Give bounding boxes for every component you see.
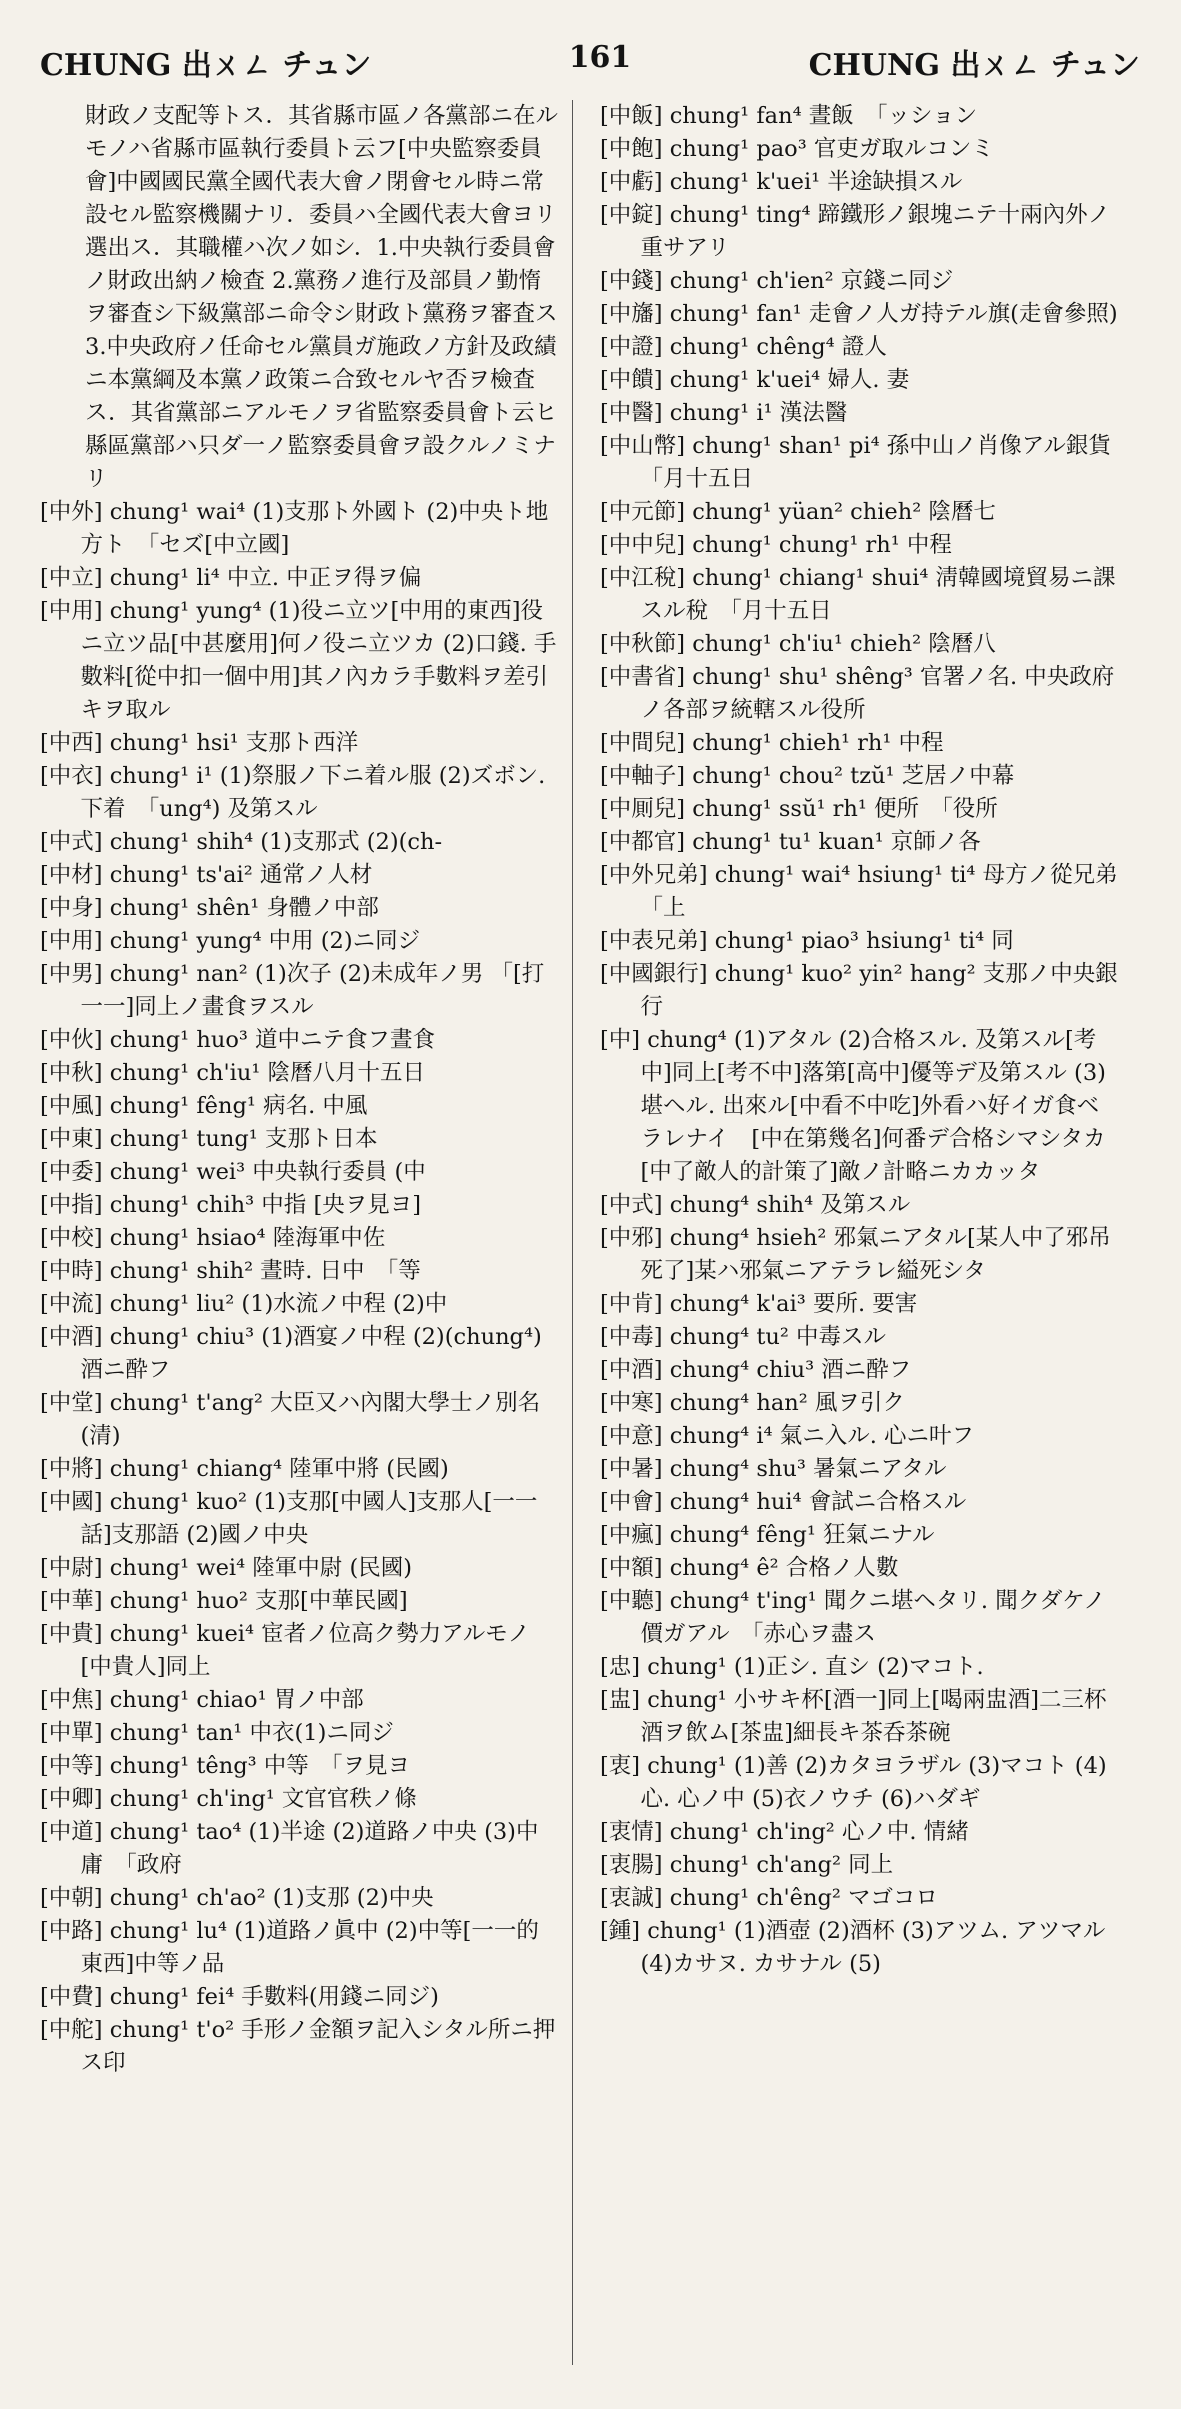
dictionary-entry: [中錠] chung¹ ting⁴ 蹄鐵形ノ銀塊ニテ十兩內外ノ重サアリ xyxy=(600,202,1111,261)
dictionary-entry: [中國銀行] chung¹ kuo² yin² hang² 支那ノ中央銀行 xyxy=(600,961,1118,1020)
dictionary-entry: [中用] chung¹ yung⁴ 中用 (2)ニ同ジ xyxy=(40,928,421,954)
dictionary-entry: [衷情] chung¹ ch'ing² 心ノ中. 情緒 xyxy=(600,1819,969,1845)
dictionary-entry: [中外] chung¹ wai⁴ (1)支那ト外國ト (2)中央ト地方ト 「セズ[中立國] xyxy=(40,499,549,558)
dictionary-entry: [中飯] chung¹ fan⁴ 晝飯 「ッション xyxy=(600,103,978,129)
dictionary-entry: [中意] chung⁴ i⁴ 氣ニ入ル. 心ニ叶フ xyxy=(600,1423,975,1449)
dictionary-entry: [中聽] chung⁴ t'ing¹ 聞クニ堪ヘタリ. 聞クダケノ價ガアル 「赤心ヲ盡ス xyxy=(600,1588,1106,1647)
dictionary-entry: [中秋] chung¹ ch'iu¹ 陰曆八月十五日 xyxy=(40,1060,425,1086)
dictionary-entry: [中書省] chung¹ shu¹ shêng³ 官署ノ名. 中央政府ノ各部ヲ統轄スル役所 xyxy=(600,664,1115,723)
dictionary-entry: [中元節] chung¹ yüan² chieh² 陰曆七 xyxy=(600,499,996,525)
dictionary-entry: [中外兄弟] chung¹ wai⁴ hsiung¹ ti⁴ 母方ノ從兄弟 「上 xyxy=(600,862,1141,921)
dictionary-entry: [中山幣] chung¹ shan¹ pi⁴ 孫中山ノ肖像アル銀貨 「月十五日 xyxy=(600,433,1134,492)
dictionary-entry: [盅] chung¹ 小サキ杯[酒一]同上[喝兩盅酒]二三杯酒ヲ飲ム[茶盅]細長キ茶呑茶碗 xyxy=(600,1687,1107,1746)
dictionary-entry: [中校] chung¹ hsiao⁴ 陸海軍中佐 xyxy=(40,1225,386,1251)
dictionary-entry: [中額] chung⁴ ê² 合格ノ人數 xyxy=(600,1555,899,1581)
dictionary-entry: [中中兒] chung¹ chung¹ rh¹ 中程 xyxy=(600,532,952,558)
left-column xyxy=(40,100,560,2370)
dictionary-entry: [中將] chung¹ chiang⁴ 陸軍中將 (民國) xyxy=(40,1456,449,1482)
dictionary-entry: [中邪] chung⁴ hsieh² 邪氣ニアタル[某人中了邪吊死了]某ハ邪氣ニアテラレ縊死シタ xyxy=(600,1225,1111,1284)
dictionary-entry: [中道] chung¹ tao⁴ (1)半途 (2)道路ノ中央 (3)中庸 「政府 xyxy=(40,1819,539,1878)
dictionary-entry: [中寒] chung⁴ han² 風ヲ引ク xyxy=(600,1390,905,1416)
dictionary-entry: [中西] chung¹ hsi¹ 支那ト西洋 xyxy=(40,730,359,756)
dictionary-entry: [中東] chung¹ tung¹ 支那ト日本 xyxy=(40,1126,378,1152)
page-number: 161 xyxy=(568,40,632,75)
dictionary-entry: [中委] chung¹ wei³ 中央執行委員 (中 xyxy=(40,1159,426,1185)
dictionary-entry: [中等] chung¹ têng³ 中等 「ヲ見ヨ xyxy=(40,1753,411,1779)
page-header xyxy=(40,40,1140,90)
dictionary-entry: [中會] chung⁴ hui⁴ 會試ニ合格スル xyxy=(600,1489,967,1515)
dictionary-entry: [中酒] chung¹ chiu³ (1)酒宴ノ中程 (2)(chung⁴) 酒ニ酔フ xyxy=(40,1324,542,1383)
dictionary-entry: [中國] chung¹ kuo² (1)支那[中國人]支那人[一一話]支那語 (2)國ノ中央 xyxy=(40,1489,538,1548)
dictionary-entry: [中] chung⁴ (1)アタル (2)合格スル. 及第スル[考中]同上[考不中]落第[高中]優等デ及第スル (3)堪ヘル. 出來ル[中看不中吃]外看ハ好イガ食ベラレナイ [中在第幾名]何番デ合格シマシタカ[中了敵人的計策了]敵ノ計略ニカカッタ xyxy=(600,1027,1106,1185)
dictionary-entry: [中軸子] chung¹ chou² tzŭ¹ 芝居ノ中幕 xyxy=(600,763,1015,789)
dictionary-entry: [中表兄弟] chung¹ piao³ hsiung¹ ti⁴ 同 xyxy=(600,928,1014,954)
dictionary-entry: [中路] chung¹ lu⁴ (1)道路ノ眞中 (2)中等[一一的東西]中等ノ品 xyxy=(40,1918,539,1977)
right-column xyxy=(600,100,1141,2370)
dictionary-entry: [中時] chung¹ shih² 晝時. 日中 「等 xyxy=(40,1258,421,1284)
dictionary-entry: [中貴] chung¹ kuei⁴ 宦者ノ位高ク勢力アルモノ[中貴人]同上 xyxy=(40,1621,531,1680)
dictionary-entry: [中都官] chung¹ tu¹ kuan¹ 京師ノ各 xyxy=(600,829,981,855)
header-right-title: CHUNG 出ㄨㄥ チュン xyxy=(808,48,1140,83)
dictionary-entry: [中男] chung¹ nan² (1)次子 (2)未成年ノ男 「[打一一]同上ノ畫食ヲスル xyxy=(40,961,545,1020)
dictionary-entry: [中式] chung⁴ shih⁴ 及第スル xyxy=(600,1192,911,1218)
continuation-paragraph: 財政ノ支配等トス．其省縣市區ノ各黨部ニ在ルモノハ省縣市區執行委員ト云フ[中央監察委員會]中國國民黨全國代表大會ノ閉會セル時ニ常設セル監察機關ナリ．委員ハ全國代表大會ヨリ選出ス．其職權ハ次ノ如シ．1.中央執行委員會ノ財政出納ノ檢査 2.黨務ノ進行及部員ノ勤惰ヲ審査シ下級黨部ニ命令シ財政ト黨務ヲ審査ス 3.中央政府ノ任命セル黨員ガ施政ノ方針及政績ニ本黨綱及本黨ノ政策ニ合致セルヤ否ヲ檢査ス．其省黨部ニアルモノヲ省監察委員會ト云ヒ縣區黨部ハ只ダ一ノ監察委員會ヲ設クルノミナリ xyxy=(85,103,558,492)
dictionary-entry: [中毒] chung⁴ tu² 中毒スル xyxy=(600,1324,887,1350)
dictionary-entry: [衷腸] chung¹ ch'ang² 同上 xyxy=(600,1852,894,1878)
dictionary-entry: [中瘋] chung⁴ fêng¹ 狂氣ニナル xyxy=(600,1522,935,1548)
dictionary-entry: [中指] chung¹ chih³ 中指 [央ヲ見ヨ] xyxy=(40,1192,422,1218)
dictionary-entry: [中伙] chung¹ huo³ 道中ニテ食フ晝食 xyxy=(40,1027,436,1053)
dictionary-entry: [中飽] chung¹ pao³ 官吏ガ取ルコンミ xyxy=(600,136,994,162)
dictionary-entry: [中單] chung¹ tan¹ 中衣(1)ニ同ジ xyxy=(40,1720,394,1746)
dictionary-entry: [中暑] chung⁴ shu³ 暑氣ニアタル xyxy=(600,1456,947,1482)
dictionary-entry: [中秋節] chung¹ ch'iu¹ chieh² 陰曆八 xyxy=(600,631,996,657)
dictionary-entry: [中費] chung¹ fei⁴ 手數料(用錢ニ同ジ) xyxy=(40,1984,439,2010)
dictionary-entry: [中卿] chung¹ ch'ing¹ 文官官秩ノ條 xyxy=(40,1786,417,1812)
dictionary-entry: [中華] chung¹ huo² 支那[中華民國] xyxy=(40,1588,408,1614)
dictionary-entry: [衷] chung¹ (1)善 (2)カタヨラザル (3)マコト (4)心. 心ノ中 (5)衣ノウチ (6)ハダギ xyxy=(600,1753,1107,1812)
header-left-title: CHUNG 出ㄨㄥ チュン xyxy=(40,48,372,83)
dictionary-entry: [忠] chung¹ (1)正シ. 直シ (2)マコト. xyxy=(600,1654,984,1680)
dictionary-entry: [中材] chung¹ ts'ai² 通常ノ人材 xyxy=(40,862,373,888)
column-divider xyxy=(572,100,573,2365)
dictionary-entry: [中朝] chung¹ ch'ao² (1)支那 (2)中央 xyxy=(40,1885,434,1911)
dictionary-entry: [中立] chung¹ li⁴ 中立. 中正ヲ得ヲ偏 xyxy=(40,565,422,591)
dictionary-entry: [中酒] chung⁴ chiu³ 酒ニ酔フ xyxy=(600,1357,912,1383)
dictionary-entry: [中饋] chung¹ k'uei⁴ 婦人. 妻 xyxy=(600,367,910,393)
dictionary-entry: [中用] chung¹ yung⁴ (1)役ニ立ツ[中用的東西]役ニ立ツ品[中甚麼用]何ノ役ニ立ツカ (2)口錢. 手數料[從中扣一個中用]其ノ內カラ手數料ヲ差引キヲ取ル xyxy=(40,598,557,723)
dictionary-entry: [中醫] chung¹ i¹ 漢法醫 xyxy=(600,400,848,426)
dictionary-entry: [中流] chung¹ liu² (1)水流ノ中程 (2)中 xyxy=(40,1291,448,1317)
dictionary-entry: [中舵] chung¹ t'o² 手形ノ金額ヲ記入シタル所ニ押ス印 xyxy=(40,2017,556,2076)
dictionary-entry: [中錢] chung¹ ch'ien² 京錢ニ同ジ xyxy=(600,268,954,294)
dictionary-entry: [中虧] chung¹ k'uei¹ 半途缺損スル xyxy=(600,169,963,195)
dictionary-entry: [中風] chung¹ fêng¹ 病名. 中風 xyxy=(40,1093,368,1119)
dictionary-entry: [中式] chung¹ shih⁴ (1)支那式 (2)(ch- xyxy=(40,829,443,855)
dictionary-entry: [中江稅] chung¹ chiang¹ shui⁴ 淸韓國境貿易ニ課スル稅 「月十五日 xyxy=(600,565,1116,624)
dictionary-entry: [中尉] chung¹ wei⁴ 陸軍中尉 (民國) xyxy=(40,1555,413,1581)
dictionary-entry: [衷誠] chung¹ ch'êng² マゴコロ xyxy=(600,1885,939,1911)
dictionary-entry: [中證] chung¹ chêng⁴ 證人 xyxy=(600,334,887,360)
dictionary-entry: [中衣] chung¹ i¹ (1)祭服ノ下ニ着ル服 (2)ズボン. 下着 「ung⁴) 及第スル xyxy=(40,763,546,822)
dictionary-entry: [中焦] chung¹ chiao¹ 胃ノ中部 xyxy=(40,1687,364,1713)
dictionary-entry: [鍾] chung¹ (1)酒壺 (2)酒杯 (3)アツム. アツマル (4)カサヌ. カサナル (5) xyxy=(600,1918,1106,1977)
dictionary-entry: [中間兒] chung¹ chieh¹ rh¹ 中程 xyxy=(600,730,944,756)
dictionary-entry: [中厠兒] chung¹ ssŭ¹ rh¹ 便所 「役所 xyxy=(600,796,998,822)
dictionary-entry: [中旛] chung¹ fan¹ 走會ノ人ガ持テル旗(走會參照) xyxy=(600,301,1118,327)
dictionary-entry: [中肯] chung⁴ k'ai³ 要所. 要害 xyxy=(600,1291,918,1317)
dictionary-entry: [中身] chung¹ shên¹ 身體ノ中部 xyxy=(40,895,379,921)
dictionary-entry: [中堂] chung¹ t'ang² 大臣又ハ內閣大學士ノ別名(清) xyxy=(40,1390,541,1449)
